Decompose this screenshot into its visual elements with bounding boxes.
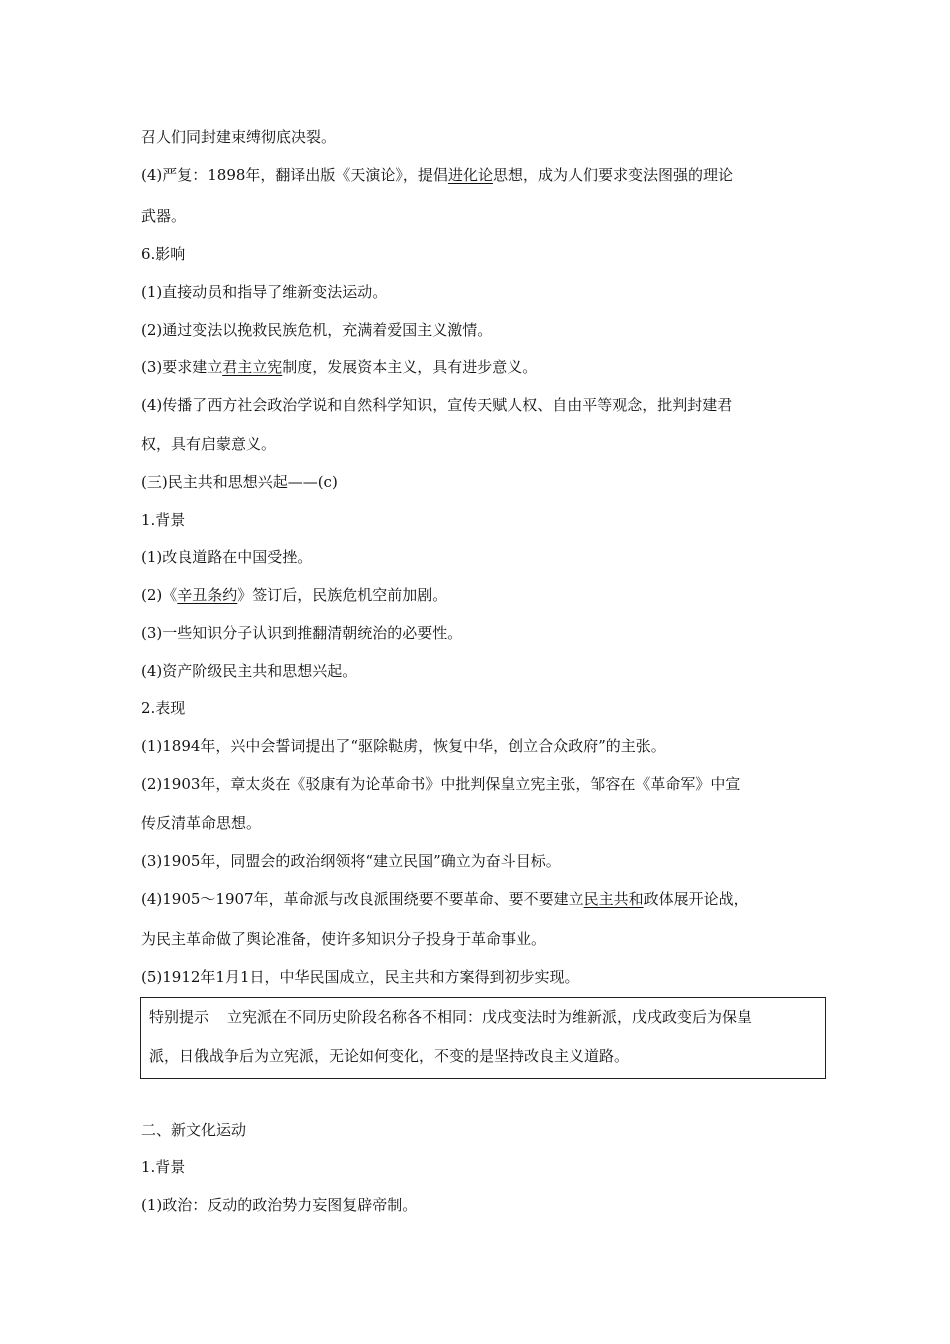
text-line — [141, 320, 492, 340]
text-line — [141, 774, 740, 794]
underlined-term: 进化论 — [447, 166, 493, 184]
text-line — [141, 206, 186, 226]
text-span: (3)要求建立 — [141, 358, 223, 376]
text-span: (4)严复：1898年，翻译出版《天演论》，提倡 — [141, 166, 448, 184]
tip-line — [149, 1046, 629, 1066]
text-line — [141, 967, 580, 987]
section-heading — [141, 1120, 246, 1140]
text-span: 政体展开论战， — [643, 890, 749, 908]
text-span: (5)1912年1月1日，中华民国成立，民主共和方案得到初步实现。 — [141, 968, 580, 986]
section-heading — [141, 472, 338, 492]
text-span: (2)1903年，章太炎在《驳康有为论革命书》中批判保皇立宪主张，邹容在《革命军》中宣 — [141, 775, 741, 793]
section-subheading — [141, 510, 185, 530]
text-line — [141, 282, 387, 302]
tip-line — [149, 1007, 752, 1027]
text-line — [141, 395, 732, 415]
text-line — [141, 623, 462, 643]
text-span: 武器。 — [141, 207, 187, 225]
text-line — [141, 434, 276, 454]
text-span: (3)一些知识分子认识到推翻清朝统治的必要性。 — [141, 624, 463, 642]
text-line — [141, 851, 561, 871]
special-tip-box — [140, 997, 826, 1079]
text-span: 思想，成为人们要求变法图强的理论 — [492, 166, 733, 184]
text-span: (2)《 — [141, 586, 178, 604]
underlined-term: 民主共和 — [583, 890, 644, 908]
text-line — [141, 165, 733, 185]
text-span: 召人们同封建束缚彻底决裂。 — [141, 128, 337, 146]
section-subheading — [141, 698, 185, 718]
text-line — [141, 889, 749, 909]
text-span: (三)民主共和思想兴起——(c) — [141, 473, 338, 491]
text-span: 传反清革命思想。 — [141, 814, 262, 832]
underlined-term: 辛丑条约 — [177, 586, 238, 604]
text-span: 1.背景 — [141, 511, 186, 529]
text-span: 为民主革命做了舆论准备，使许多知识分子投身于革命事业。 — [141, 930, 547, 948]
text-span: (1)直接动员和指导了维新变法运动。 — [141, 283, 388, 301]
text-span: (1)政治：反动的政治势力妄图复辟帝制。 — [141, 1196, 418, 1214]
section-subheading — [141, 1157, 185, 1177]
text-span: (1)改良道路在中国受挫。 — [141, 548, 313, 566]
text-span: 1.背景 — [141, 1158, 186, 1176]
text-span: 二、新文化运动 — [141, 1121, 247, 1139]
text-span: 2.表现 — [141, 699, 186, 717]
text-line — [141, 736, 666, 756]
text-line — [141, 547, 312, 567]
text-span: 》签订后，民族危机空前加剧。 — [237, 586, 448, 604]
text-span: (4)资产阶级民主共和思想兴起。 — [141, 662, 358, 680]
tip-label: 特别提示 — [149, 1008, 210, 1026]
text-line — [141, 661, 357, 681]
tip-text: 派，日俄战争后为立宪派，无论如何变化，不变的是坚持改良主义道路。 — [149, 1047, 630, 1065]
text-span: 权，具有启蒙意义。 — [141, 435, 277, 453]
text-span: 6.影响 — [141, 245, 186, 263]
text-span: (3)1905年，同盟会的政治纲领将“建立民国”确立为奋斗目标。 — [141, 852, 561, 870]
text-span: (1)1894年，兴中会誓词提出了“驱除鞑虏，恢复中华，创立合众政府”的主张。 — [141, 737, 666, 755]
tip-text: 立宪派在不同历史阶段名称各不相同：戊戌变法时为维新派，戊戌政变后为保皇 — [227, 1008, 753, 1026]
text-span: 制度，发展资本主义，具有进步意义。 — [282, 358, 538, 376]
text-span: (2)通过变法以挽救民族危机，充满着爱国主义激情。 — [141, 321, 493, 339]
text-line — [141, 1195, 417, 1215]
text-line — [141, 813, 261, 833]
text-line — [141, 585, 447, 605]
text-line — [141, 929, 546, 949]
underlined-term: 君主立宪 — [222, 358, 283, 376]
text-span: (4)1905～1907年，革命派与改良派围绕要不要革命、要不要建立 — [141, 890, 584, 908]
text-line — [141, 357, 537, 377]
section-subheading — [141, 244, 185, 264]
text-span: (4)传播了西方社会政治学说和自然科学知识，宣传天赋人权、自由平等观念，批判封建君 — [141, 396, 733, 414]
text-line — [141, 127, 336, 147]
